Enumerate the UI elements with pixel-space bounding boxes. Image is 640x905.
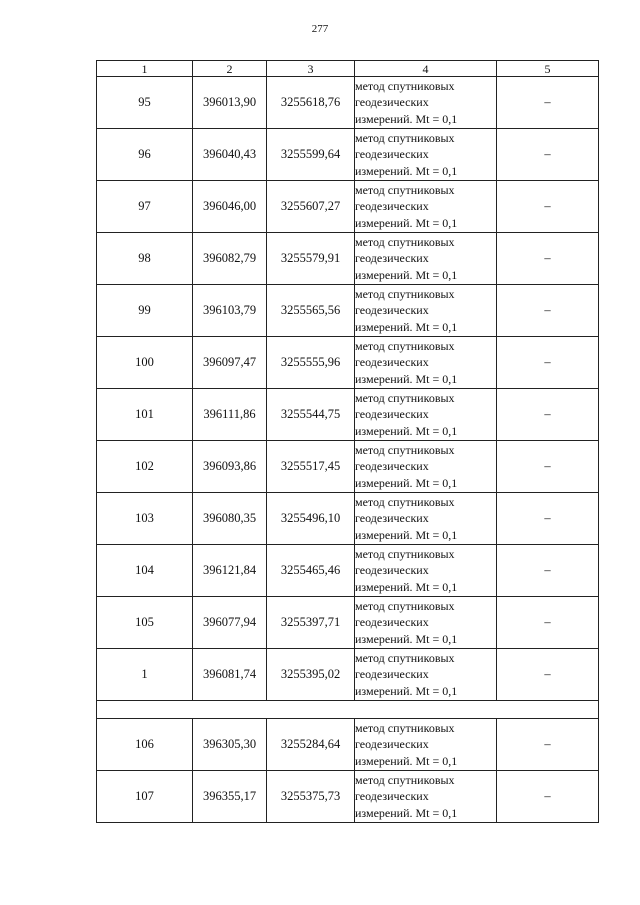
method-text-line: геодезических <box>355 147 429 162</box>
method-text-line: метод спутниковых <box>355 390 455 405</box>
x-coordinate-cell: 396046,00 <box>193 181 267 233</box>
method-cell <box>355 233 497 285</box>
y-coordinate-cell: 3255579,91 <box>267 233 355 285</box>
method-cell <box>355 181 497 233</box>
method-text-line: метод спутниковых <box>355 78 455 93</box>
method-cell <box>355 77 497 129</box>
header-cell-1: 1 <box>97 61 193 77</box>
method-text-line: измерений. Mt = 0,1 <box>355 371 458 386</box>
x-coordinate-cell: 396103,79 <box>193 285 267 337</box>
accuracy-cell: – <box>497 719 599 771</box>
point-number-cell: 105 <box>97 597 193 649</box>
accuracy-cell: – <box>497 597 599 649</box>
accuracy-cell: – <box>497 77 599 129</box>
table-row <box>97 719 599 771</box>
point-number-cell: 97 <box>97 181 193 233</box>
method-cell <box>355 389 497 441</box>
x-coordinate-cell: 396082,79 <box>193 233 267 285</box>
method-text-line: метод спутниковых <box>355 234 455 249</box>
point-number-cell: 96 <box>97 129 193 181</box>
table-row <box>97 233 599 285</box>
header-cell-3: 3 <box>267 61 355 77</box>
x-coordinate-cell: 396040,43 <box>193 129 267 181</box>
table-row <box>97 181 599 233</box>
method-text-line: измерений. Mt = 0,1 <box>355 163 458 178</box>
method-text-line: геодезических <box>355 511 429 526</box>
method-text-line: метод спутниковых <box>355 442 455 457</box>
method-text-line: геодезических <box>355 407 429 422</box>
method-text-line: измерений. Mt = 0,1 <box>355 215 458 230</box>
y-coordinate-cell: 3255517,45 <box>267 441 355 493</box>
point-number-cell: 98 <box>97 233 193 285</box>
point-number-cell: 100 <box>97 337 193 389</box>
y-coordinate-cell: 3255544,75 <box>267 389 355 441</box>
method-text-line: метод спутниковых <box>355 772 455 787</box>
method-text-line: геодезических <box>355 459 429 474</box>
x-coordinate-cell: 396355,17 <box>193 771 267 823</box>
method-text-line: геодезических <box>355 737 429 752</box>
x-coordinate-cell: 396305,30 <box>193 719 267 771</box>
method-cell <box>355 771 497 823</box>
method-text-line: метод спутниковых <box>355 130 455 145</box>
method-text-line: измерений. Mt = 0,1 <box>355 267 458 282</box>
method-cell <box>355 285 497 337</box>
point-number-cell: 107 <box>97 771 193 823</box>
y-coordinate-cell: 3255565,56 <box>267 285 355 337</box>
method-text-line: измерений. Mt = 0,1 <box>355 805 458 820</box>
method-text-line: измерений. Mt = 0,1 <box>355 319 458 334</box>
method-text-line: метод спутниковых <box>355 182 455 197</box>
method-text-line: измерений. Mt = 0,1 <box>355 527 458 542</box>
method-text-line: геодезических <box>355 251 429 266</box>
y-coordinate-cell: 3255395,02 <box>267 649 355 701</box>
method-text-line: метод спутниковых <box>355 720 455 735</box>
method-cell <box>355 337 497 389</box>
accuracy-cell: – <box>497 771 599 823</box>
header-row <box>97 61 599 77</box>
point-number-cell: 101 <box>97 389 193 441</box>
point-number-cell: 95 <box>97 77 193 129</box>
point-number-cell: 99 <box>97 285 193 337</box>
method-text-line: геодезических <box>355 563 429 578</box>
accuracy-cell: – <box>497 441 599 493</box>
method-text-line: геодезических <box>355 95 429 110</box>
method-text-line: геодезических <box>355 199 429 214</box>
table-row <box>97 337 599 389</box>
header-cell-5: 5 <box>497 61 599 77</box>
x-coordinate-cell: 396080,35 <box>193 493 267 545</box>
method-cell <box>355 493 497 545</box>
y-coordinate-cell: 3255397,71 <box>267 597 355 649</box>
method-text-line: метод спутниковых <box>355 546 455 561</box>
table-row <box>97 649 599 701</box>
method-cell <box>355 719 497 771</box>
point-number-cell: 106 <box>97 719 193 771</box>
method-cell <box>355 597 497 649</box>
method-text-line: измерений. Mt = 0,1 <box>355 111 458 126</box>
y-coordinate-cell: 3255555,96 <box>267 337 355 389</box>
method-cell <box>355 649 497 701</box>
method-text-line: геодезических <box>355 303 429 318</box>
x-coordinate-cell: 396097,47 <box>193 337 267 389</box>
method-text-line: измерений. Mt = 0,1 <box>355 631 458 646</box>
y-coordinate-cell: 3255599,64 <box>267 129 355 181</box>
accuracy-cell: – <box>497 285 599 337</box>
accuracy-cell: – <box>497 129 599 181</box>
separator-cell <box>97 701 599 719</box>
x-coordinate-cell: 396093,86 <box>193 441 267 493</box>
page-number: 277 <box>311 23 329 35</box>
y-coordinate-cell: 3255465,46 <box>267 545 355 597</box>
table-row <box>97 493 599 545</box>
method-cell <box>355 441 497 493</box>
method-text-line: метод спутниковых <box>355 286 455 301</box>
point-number-cell: 102 <box>97 441 193 493</box>
method-text-line: геодезических <box>355 615 429 630</box>
x-coordinate-cell: 396111,86 <box>193 389 267 441</box>
table-row <box>97 389 599 441</box>
y-coordinate-cell: 3255496,10 <box>267 493 355 545</box>
method-text-line: метод спутниковых <box>355 338 455 353</box>
x-coordinate-cell: 396081,74 <box>193 649 267 701</box>
accuracy-cell: – <box>497 389 599 441</box>
accuracy-cell: – <box>497 545 599 597</box>
table-row <box>97 771 599 823</box>
y-coordinate-cell: 3255618,76 <box>267 77 355 129</box>
accuracy-cell: – <box>497 233 599 285</box>
x-coordinate-cell: 396121,84 <box>193 545 267 597</box>
y-coordinate-cell: 3255607,27 <box>267 181 355 233</box>
method-text-line: геодезических <box>355 667 429 682</box>
method-text-line: геодезических <box>355 789 429 804</box>
method-text-line: геодезических <box>355 355 429 370</box>
method-text-line: измерений. Mt = 0,1 <box>355 475 458 490</box>
y-coordinate-cell: 3255375,73 <box>267 771 355 823</box>
header-cell-2: 2 <box>193 61 267 77</box>
accuracy-cell: – <box>497 181 599 233</box>
method-text-line: измерений. Mt = 0,1 <box>355 683 458 698</box>
accuracy-cell: – <box>497 337 599 389</box>
method-cell <box>355 545 497 597</box>
point-number-cell: 104 <box>97 545 193 597</box>
method-text-line: метод спутниковых <box>355 650 455 665</box>
coordinates-table <box>96 60 599 823</box>
table-row <box>97 129 599 181</box>
x-coordinate-cell: 396013,90 <box>193 77 267 129</box>
y-coordinate-cell: 3255284,64 <box>267 719 355 771</box>
point-number-cell: 1 <box>97 649 193 701</box>
header-cell-4: 4 <box>355 61 497 77</box>
table-row <box>97 285 599 337</box>
method-text-line: метод спутниковых <box>355 598 455 613</box>
table-row <box>97 597 599 649</box>
method-text-line: измерений. Mt = 0,1 <box>355 579 458 594</box>
accuracy-cell: – <box>497 649 599 701</box>
method-text-line: измерений. Mt = 0,1 <box>355 753 458 768</box>
table-row <box>97 441 599 493</box>
method-text-line: метод спутниковых <box>355 494 455 509</box>
method-cell <box>355 129 497 181</box>
accuracy-cell: – <box>497 493 599 545</box>
method-text-line: измерений. Mt = 0,1 <box>355 423 458 438</box>
separator-row <box>97 701 599 719</box>
table-row <box>97 545 599 597</box>
table-row <box>97 77 599 129</box>
point-number-cell: 103 <box>97 493 193 545</box>
x-coordinate-cell: 396077,94 <box>193 597 267 649</box>
